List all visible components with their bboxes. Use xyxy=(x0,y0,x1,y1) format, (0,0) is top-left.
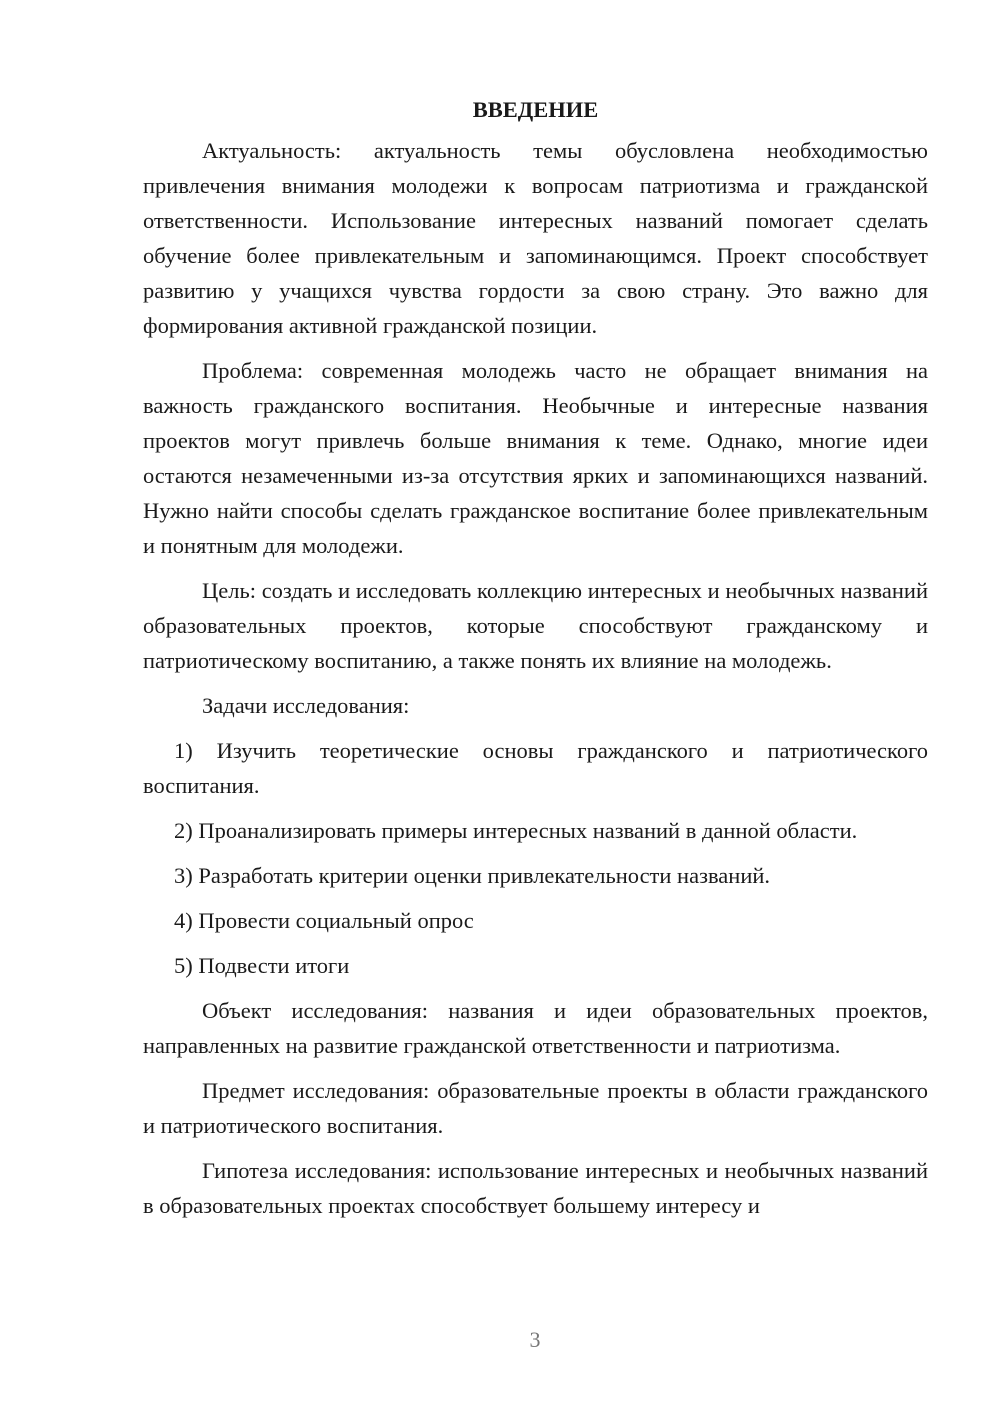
task-item: 2) Проанализировать примеры интересных названий в данной области. xyxy=(174,818,858,843)
object-paragraph: Объект исследования: названия и идеи образовательных проектов, направленных на развитие гражданской ответственности и патриотизма. xyxy=(143,998,928,1058)
problem-paragraph: Проблема: современная молодежь часто не обращает внимания на важность гражданского воспитания. Необычные и интересные названия проектов могут привлечь больше внимания к теме. Однако, многие идеи остаются незамеченными из-за отсутствия ярких и запоминающихся названий. Нужно найти способы сделать гражданское воспитание более привлекательным и понятным для молодежи. xyxy=(143,358,928,558)
section-heading: ВВЕДЕНИЕ xyxy=(472,97,599,122)
relevance-paragraph: Актуальность: актуальность темы обусловлена необходимостью привлечения внимания молодежи к вопросам патриотизма и гражданской ответственности. Использование интересных названий помогает сделать обучение более привлекательным и запоминающимся. Проект способствует развитию у учащихся чувства гордости за свою страну. Это важно для формирования активной гражданской позиции. xyxy=(143,138,928,338)
task-item: 4) Провести социальный опрос xyxy=(174,908,474,933)
subject-paragraph: Предмет исследования: образовательные проекты в области гражданского и патриотического воспитания. xyxy=(143,1078,928,1138)
goal-paragraph: Цель: создать и исследовать коллекцию интересных и необычных названий образовательных проектов, которые способствуют гражданскому и патриотическому воспитанию, а также понять их влияние на молодежь. xyxy=(143,578,928,673)
hypothesis-paragraph: Гипотеза исследования: использование интересных и необычных названий в образовательных проектах способствует большему интересу и xyxy=(143,1158,928,1218)
task-item: 1) Изучить теоретические основы гражданского и патриотического воспитания. xyxy=(143,738,928,798)
page-number: 3 xyxy=(529,1327,541,1352)
tasks-title: Задачи исследования: xyxy=(202,693,410,718)
task-item: 3) Разработать критерии оценки привлекательности названий. xyxy=(174,863,771,888)
document-page xyxy=(143,92,928,1233)
task-item: 5) Подвести итоги xyxy=(174,953,350,978)
